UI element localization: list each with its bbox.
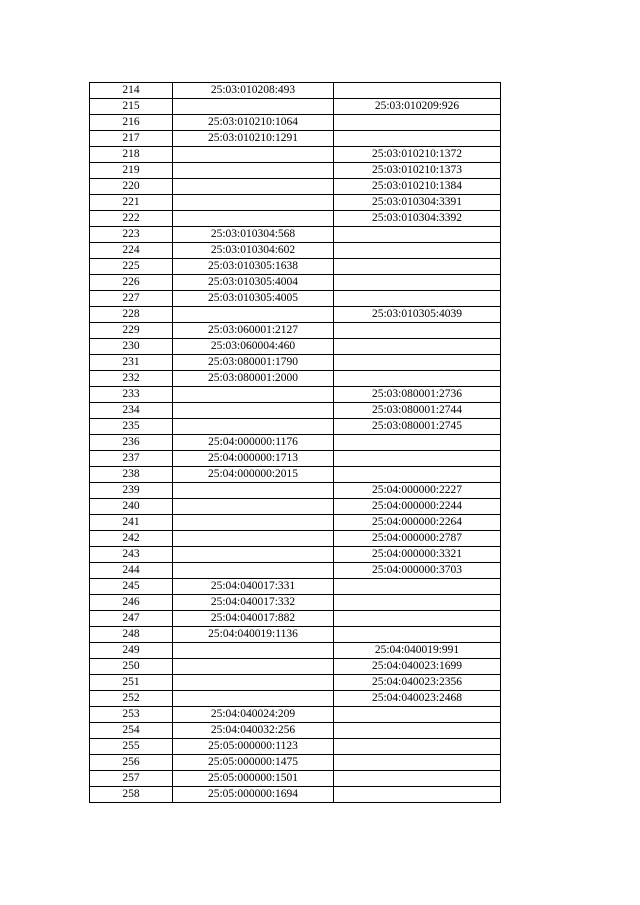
row-number-cell: 242 xyxy=(90,531,173,547)
table-row xyxy=(90,499,501,515)
cadastral-number-cell-b xyxy=(334,467,501,483)
cadastral-number-cell-a: 25:03:010208:493 xyxy=(173,83,334,99)
cadastral-number-cell-b xyxy=(334,739,501,755)
row-number-cell: 253 xyxy=(90,707,173,723)
table-row xyxy=(90,643,501,659)
cadastral-number-cell-b xyxy=(334,115,501,131)
table-row xyxy=(90,211,501,227)
cadastral-number-cell-b xyxy=(334,355,501,371)
table-row xyxy=(90,115,501,131)
cadastral-number-cell-b: 25:03:010210:1373 xyxy=(334,163,501,179)
cadastral-number-cell-a: 25:03:080001:2000 xyxy=(173,371,334,387)
cadastral-number-cell-b xyxy=(334,451,501,467)
table-body xyxy=(90,83,501,803)
cadastral-number-cell-a: 25:04:000000:1713 xyxy=(173,451,334,467)
cadastral-number-cell-a: 25:04:040032:256 xyxy=(173,723,334,739)
cadastral-number-cell-a xyxy=(173,195,334,211)
cadastral-number-cell-a xyxy=(173,659,334,675)
cadastral-number-cell-a: 25:04:040019:1136 xyxy=(173,627,334,643)
cadastral-number-cell-a xyxy=(173,387,334,403)
row-number-cell: 229 xyxy=(90,323,173,339)
cadastral-number-cell-a: 25:03:010305:4005 xyxy=(173,291,334,307)
cadastral-number-cell-b xyxy=(334,707,501,723)
table-row xyxy=(90,563,501,579)
row-number-cell: 245 xyxy=(90,579,173,595)
table-row xyxy=(90,723,501,739)
cadastral-number-cell-a: 25:04:040017:331 xyxy=(173,579,334,595)
row-number-cell: 255 xyxy=(90,739,173,755)
cadastral-number-cell-b: 25:04:000000:3321 xyxy=(334,547,501,563)
cadastral-number-cell-b: 25:04:000000:2244 xyxy=(334,499,501,515)
table-row xyxy=(90,291,501,307)
cadastral-number-cell-b xyxy=(334,291,501,307)
cadastral-number-cell-a: 25:05:000000:1475 xyxy=(173,755,334,771)
cadastral-number-cell-a xyxy=(173,643,334,659)
row-number-cell: 214 xyxy=(90,83,173,99)
cadastral-number-cell-a: 25:04:000000:1176 xyxy=(173,435,334,451)
row-number-cell: 218 xyxy=(90,147,173,163)
cadastral-number-cell-a xyxy=(173,547,334,563)
cadastral-number-cell-a: 25:03:010305:4004 xyxy=(173,275,334,291)
table-row xyxy=(90,179,501,195)
cadastral-number-cell-b: 25:03:080001:2745 xyxy=(334,419,501,435)
table-row xyxy=(90,515,501,531)
cadastral-number-cell-b: 25:04:000000:2787 xyxy=(334,531,501,547)
cadastral-number-cell-b xyxy=(334,595,501,611)
table-row xyxy=(90,131,501,147)
cadastral-number-table xyxy=(89,82,501,803)
row-number-cell: 257 xyxy=(90,771,173,787)
cadastral-number-cell-b xyxy=(334,723,501,739)
cadastral-number-cell-a: 25:04:040017:332 xyxy=(173,595,334,611)
cadastral-number-cell-b: 25:03:010209:926 xyxy=(334,99,501,115)
cadastral-number-cell-a xyxy=(173,211,334,227)
cadastral-number-cell-b xyxy=(334,579,501,595)
table-row xyxy=(90,707,501,723)
cadastral-number-cell-b: 25:03:080001:2744 xyxy=(334,403,501,419)
cadastral-number-cell-b: 25:04:040023:2468 xyxy=(334,691,501,707)
cadastral-number-cell-a: 25:03:060001:2127 xyxy=(173,323,334,339)
cadastral-number-cell-a: 25:03:080001:1790 xyxy=(173,355,334,371)
cadastral-number-cell-b xyxy=(334,755,501,771)
row-number-cell: 237 xyxy=(90,451,173,467)
row-number-cell: 224 xyxy=(90,243,173,259)
cadastral-number-cell-a xyxy=(173,403,334,419)
cadastral-number-cell-b: 25:04:000000:3703 xyxy=(334,563,501,579)
cadastral-number-cell-b xyxy=(334,771,501,787)
cadastral-number-cell-a: 25:05:000000:1694 xyxy=(173,787,334,803)
cadastral-number-cell-b xyxy=(334,339,501,355)
row-number-cell: 251 xyxy=(90,675,173,691)
cadastral-number-cell-b xyxy=(334,611,501,627)
row-number-cell: 239 xyxy=(90,483,173,499)
cadastral-number-cell-b: 25:04:000000:2264 xyxy=(334,515,501,531)
cadastral-number-cell-b xyxy=(334,83,501,99)
row-number-cell: 240 xyxy=(90,499,173,515)
table-row xyxy=(90,771,501,787)
table-row xyxy=(90,419,501,435)
cadastral-number-cell-a xyxy=(173,483,334,499)
cadastral-number-cell-a: 25:03:010305:1638 xyxy=(173,259,334,275)
cadastral-number-cell-a xyxy=(173,147,334,163)
table-row xyxy=(90,483,501,499)
cadastral-number-cell-b xyxy=(334,627,501,643)
cadastral-number-cell-a: 25:04:000000:2015 xyxy=(173,467,334,483)
cadastral-number-cell-b: 25:04:000000:2227 xyxy=(334,483,501,499)
cadastral-number-cell-b: 25:04:040023:2356 xyxy=(334,675,501,691)
cadastral-number-cell-b xyxy=(334,131,501,147)
table-row xyxy=(90,387,501,403)
row-number-cell: 247 xyxy=(90,611,173,627)
table-row xyxy=(90,307,501,323)
cadastral-number-cell-a xyxy=(173,531,334,547)
cadastral-number-cell-a xyxy=(173,179,334,195)
table-row xyxy=(90,435,501,451)
cadastral-number-cell-b: 25:04:040019:991 xyxy=(334,643,501,659)
row-number-cell: 241 xyxy=(90,515,173,531)
table-row xyxy=(90,611,501,627)
cadastral-number-cell-b xyxy=(334,371,501,387)
cadastral-number-cell-a xyxy=(173,563,334,579)
row-number-cell: 233 xyxy=(90,387,173,403)
cadastral-number-cell-b xyxy=(334,787,501,803)
table-row xyxy=(90,467,501,483)
row-number-cell: 216 xyxy=(90,115,173,131)
table-row xyxy=(90,163,501,179)
cadastral-number-cell-a xyxy=(173,307,334,323)
row-number-cell: 227 xyxy=(90,291,173,307)
cadastral-number-cell-a xyxy=(173,163,334,179)
row-number-cell: 238 xyxy=(90,467,173,483)
cadastral-number-cell-a: 25:05:000000:1501 xyxy=(173,771,334,787)
table-row xyxy=(90,739,501,755)
cadastral-number-cell-b xyxy=(334,243,501,259)
row-number-cell: 234 xyxy=(90,403,173,419)
cadastral-number-cell-a xyxy=(173,691,334,707)
cadastral-number-cell-a: 25:03:010304:602 xyxy=(173,243,334,259)
cadastral-number-cell-a: 25:03:010304:568 xyxy=(173,227,334,243)
table-row xyxy=(90,227,501,243)
row-number-cell: 215 xyxy=(90,99,173,115)
row-number-cell: 221 xyxy=(90,195,173,211)
cadastral-number-cell-a: 25:05:000000:1123 xyxy=(173,739,334,755)
cadastral-number-cell-a xyxy=(173,419,334,435)
row-number-cell: 223 xyxy=(90,227,173,243)
table-row xyxy=(90,755,501,771)
cadastral-number-cell-b xyxy=(334,323,501,339)
cadastral-number-cell-b: 25:03:080001:2736 xyxy=(334,387,501,403)
table-row xyxy=(90,259,501,275)
table-row xyxy=(90,403,501,419)
row-number-cell: 249 xyxy=(90,643,173,659)
row-number-cell: 225 xyxy=(90,259,173,275)
table-row xyxy=(90,595,501,611)
table-row xyxy=(90,371,501,387)
cadastral-number-cell-b xyxy=(334,259,501,275)
row-number-cell: 258 xyxy=(90,787,173,803)
cadastral-number-cell-a xyxy=(173,499,334,515)
row-number-cell: 220 xyxy=(90,179,173,195)
table-row xyxy=(90,339,501,355)
table-row xyxy=(90,99,501,115)
table-row xyxy=(90,675,501,691)
table-row xyxy=(90,579,501,595)
row-number-cell: 250 xyxy=(90,659,173,675)
cadastral-number-cell-a: 25:03:010210:1064 xyxy=(173,115,334,131)
row-number-cell: 235 xyxy=(90,419,173,435)
cadastral-number-cell-b: 25:03:010304:3392 xyxy=(334,211,501,227)
row-number-cell: 256 xyxy=(90,755,173,771)
table-row xyxy=(90,547,501,563)
cadastral-number-cell-a xyxy=(173,99,334,115)
cadastral-number-cell-b xyxy=(334,275,501,291)
table-row xyxy=(90,243,501,259)
row-number-cell: 254 xyxy=(90,723,173,739)
table-row xyxy=(90,355,501,371)
row-number-cell: 248 xyxy=(90,627,173,643)
cadastral-number-cell-b: 25:04:040023:1699 xyxy=(334,659,501,675)
table-row xyxy=(90,147,501,163)
table-row xyxy=(90,787,501,803)
cadastral-number-cell-a xyxy=(173,675,334,691)
row-number-cell: 222 xyxy=(90,211,173,227)
cadastral-number-cell-a: 25:04:040024:209 xyxy=(173,707,334,723)
row-number-cell: 226 xyxy=(90,275,173,291)
cadastral-number-cell-b xyxy=(334,227,501,243)
table-row xyxy=(90,195,501,211)
row-number-cell: 243 xyxy=(90,547,173,563)
table-row xyxy=(90,627,501,643)
row-number-cell: 228 xyxy=(90,307,173,323)
row-number-cell: 230 xyxy=(90,339,173,355)
table-row xyxy=(90,323,501,339)
cadastral-number-cell-a xyxy=(173,515,334,531)
row-number-cell: 252 xyxy=(90,691,173,707)
cadastral-number-cell-a: 25:03:060004:460 xyxy=(173,339,334,355)
table-row xyxy=(90,83,501,99)
table-row xyxy=(90,451,501,467)
row-number-cell: 246 xyxy=(90,595,173,611)
cadastral-number-cell-b: 25:03:010210:1372 xyxy=(334,147,501,163)
row-number-cell: 219 xyxy=(90,163,173,179)
table-row xyxy=(90,691,501,707)
cadastral-number-cell-a: 25:03:010210:1291 xyxy=(173,131,334,147)
row-number-cell: 217 xyxy=(90,131,173,147)
table-row xyxy=(90,275,501,291)
row-number-cell: 231 xyxy=(90,355,173,371)
cadastral-number-cell-a: 25:04:040017:882 xyxy=(173,611,334,627)
row-number-cell: 236 xyxy=(90,435,173,451)
cadastral-number-cell-b: 25:03:010305:4039 xyxy=(334,307,501,323)
table-row xyxy=(90,659,501,675)
cadastral-number-cell-b: 25:03:010210:1384 xyxy=(334,179,501,195)
cadastral-number-cell-b: 25:03:010304:3391 xyxy=(334,195,501,211)
table-row xyxy=(90,531,501,547)
row-number-cell: 232 xyxy=(90,371,173,387)
row-number-cell: 244 xyxy=(90,563,173,579)
cadastral-number-cell-b xyxy=(334,435,501,451)
